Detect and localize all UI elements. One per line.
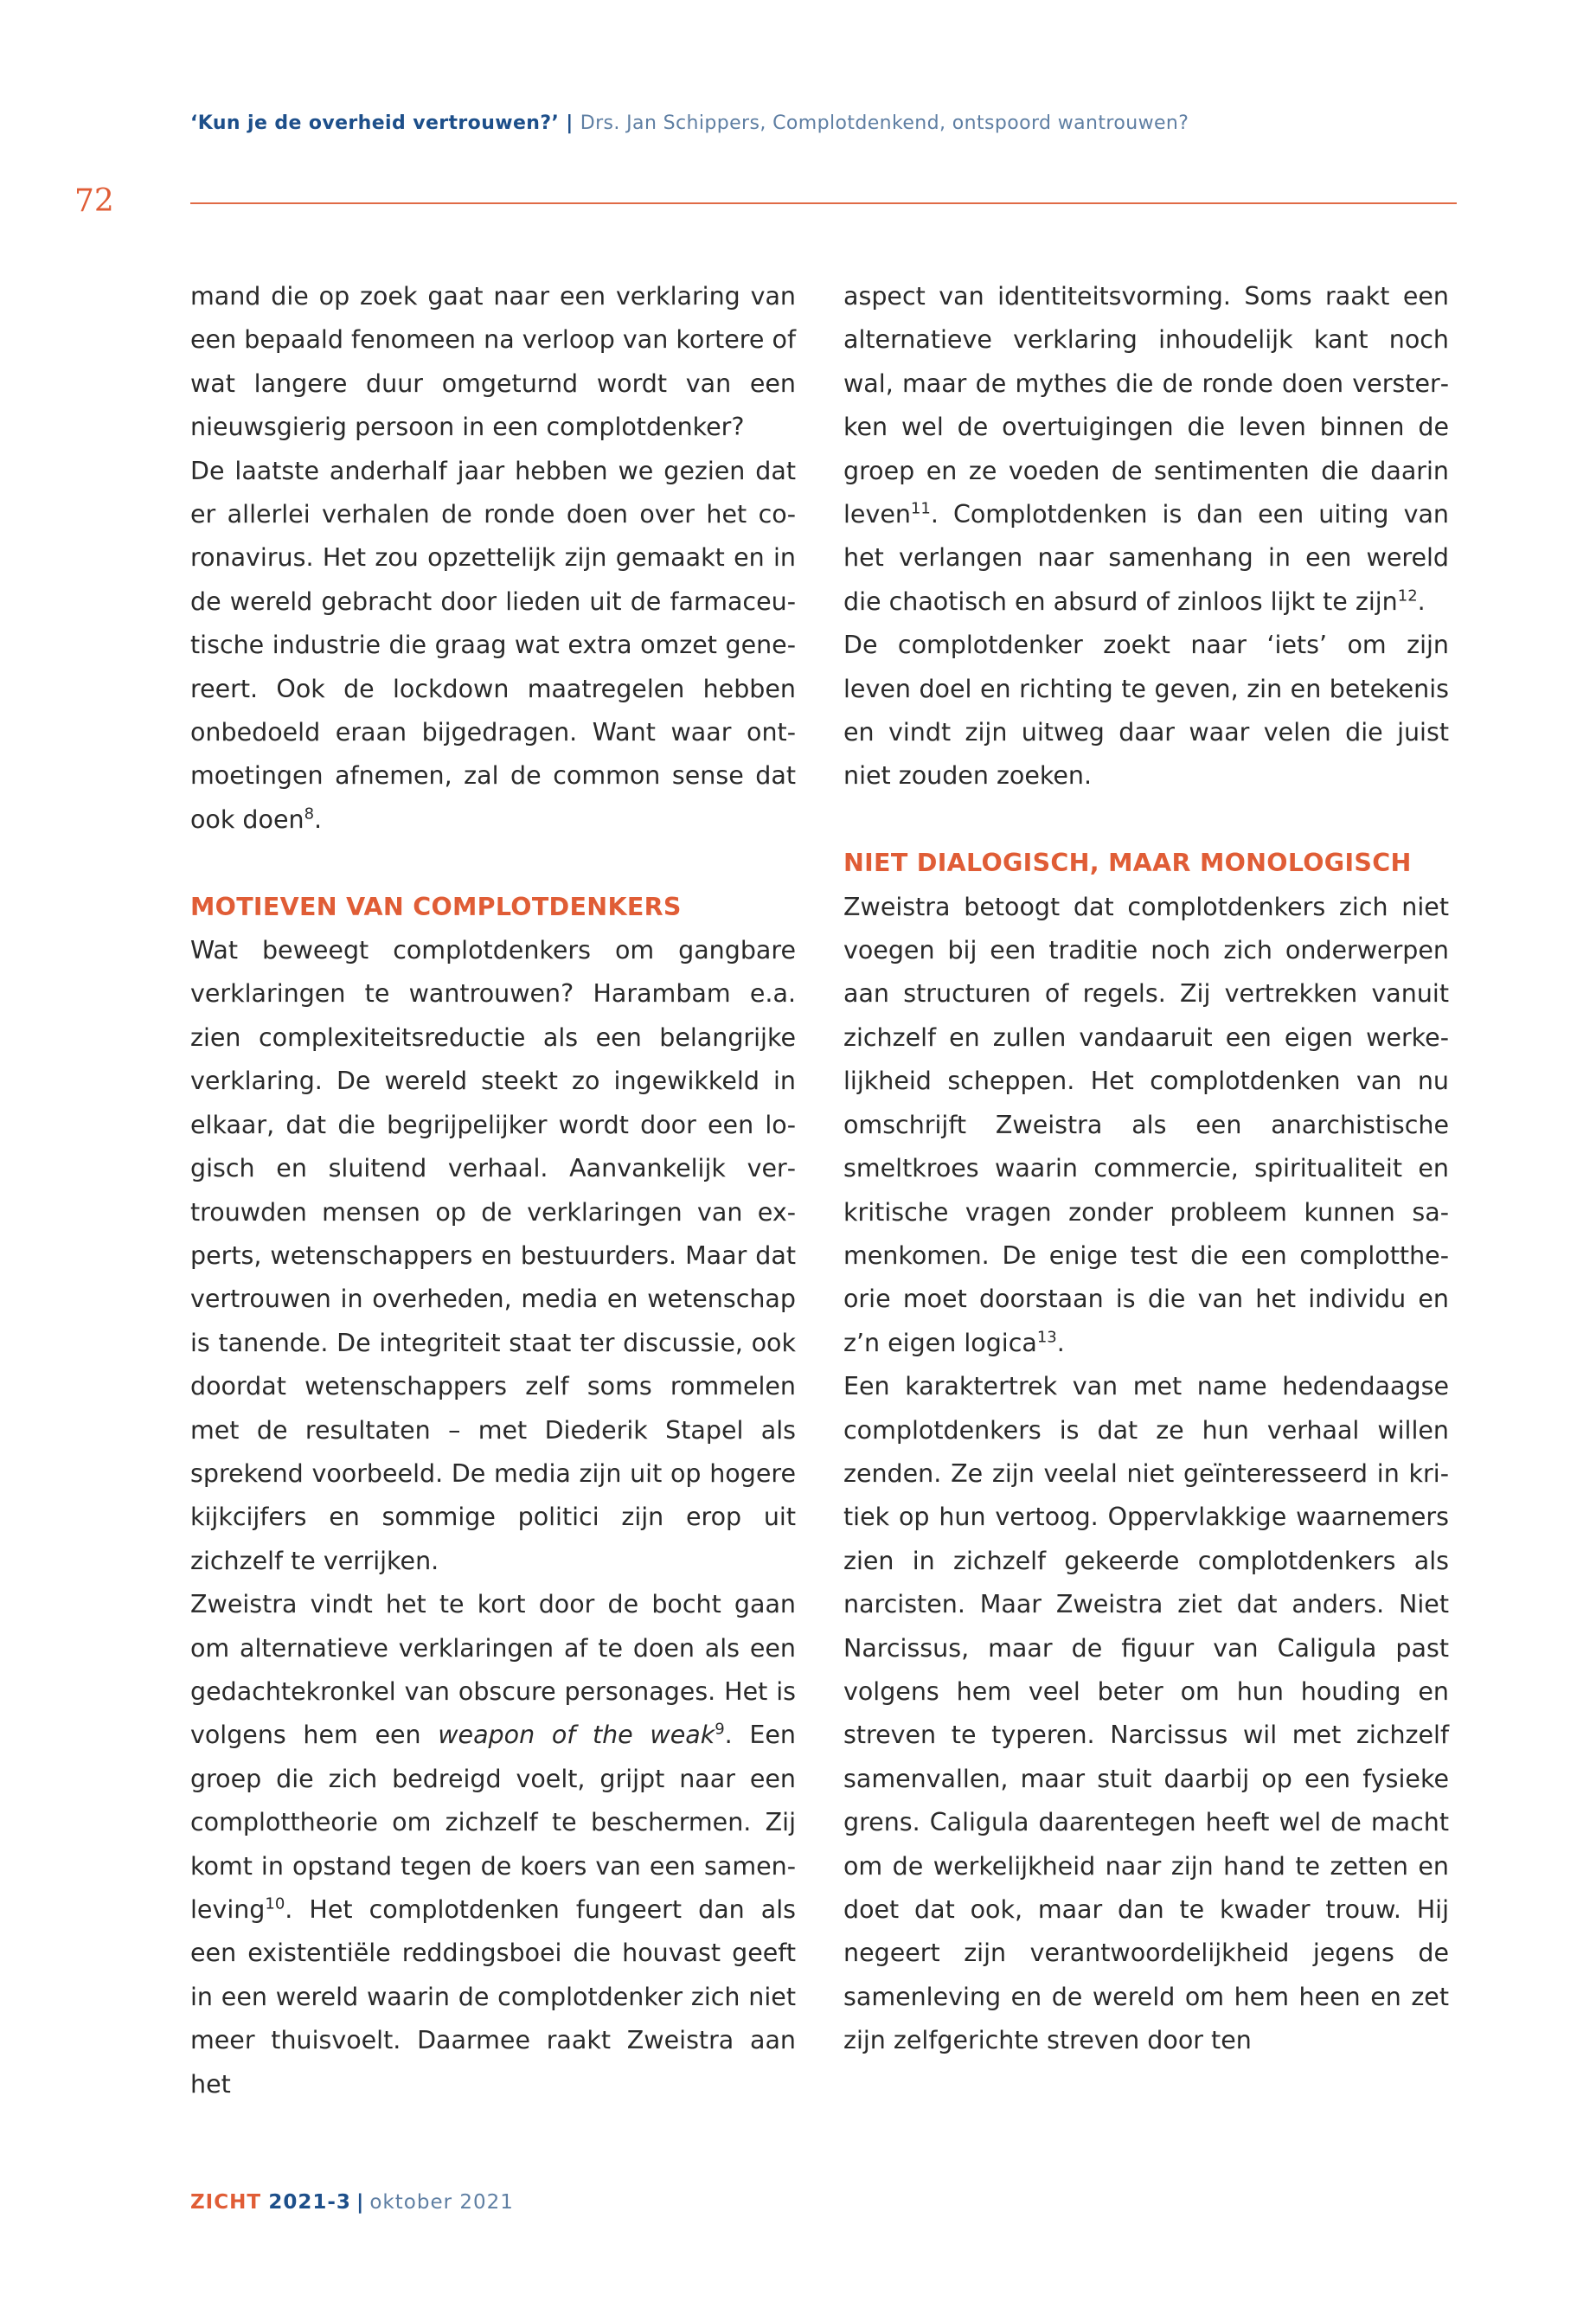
footer-separator: |: [356, 2191, 365, 2214]
left-column: [190, 275, 796, 2106]
paragraph: De laatste anderhalf jaar hebben we gezien dat er allerlei verhalen de ronde doen over het coronavirus. Het zou opzettelijk zijn gemaakt en in de wereld gebracht door lieden uit de farmaceutische industrie die graag wat extra omzet genereert. Ook de lockdown maatregelen hebben onbedoeld eraan bijgedragen. Want waar ontmoetingen afnemen, zal de common sense dat ook doen$^8$.: [190, 456, 796, 834]
emphasis: weapon of the weak: [438, 1721, 715, 1750]
paragraph: Zweistra vindt het te kort door de bocht gaan om alternatieve verklaringen af te doen als een gedachtekronkel van obscure personages. Het is volgens hem een weapon of the weak$^9$. Een groep die zich bedreigd voelt, grijpt naar een complottheorie om zichzelf te beschermen. Zij komt in opstand tegen de koers van een samenleving$^{10}$. Het complotdenken fungeert dan als een existentiële reddingsboei die houvast geeft in een wereld waarin de complotdenker zich niet meer thuisvoelt. Daarmee raakt Zweistra aan het: [190, 1590, 796, 2099]
paragraph: Zweistra betoogt dat complotdenkers zich niet voegen bij een traditie noch zich onderwerpen aan structuren of regels. Zij vertrekken vanuit zichzelf en zullen vandaaruit een eigen werkelijkheid scheppen. Het complotdenken van nu omschrijft Zweistra als een anarchistische smeltkroes waarin commercie, spiritualiteit en kritische vragen zonder probleem kunnen samenkomen. De enige test die een complottheorie moet doorstaan is die van het individu en z’n eigen logica$^{13}$.: [843, 892, 1449, 1357]
paragraph: De complotdenker zoekt naar ‘iets’ om zijn leven doel en richting te geven, zin en betekenis en vindt zijn uitweg daar waar velen die juist niet zouden zoeken.: [843, 631, 1449, 791]
header-divider: [190, 202, 1457, 204]
footer-issue: 2021-3: [268, 2191, 351, 2214]
header-meta: Drs. Jan Schippers, Complotdenkend, ontspoord wantrouwen?: [580, 112, 1189, 134]
header-title: ‘Kun je de overheid vertrouwen?’: [190, 112, 560, 134]
header-separator: |: [566, 112, 574, 134]
section-heading: MOTIEVEN VAN COMPLOTDENKERS: [190, 892, 682, 921]
paragraph: aspect van identiteitsvorming. Soms raakt een alternatieve verklaring inhoudelijk kant noch wal, maar de mythes die de ronde doen versterken wel de overtuigingen die leven binnen de groep en ze voeden de sentimenten die daarin leven$^{11}$. Complotdenken is dan een uiting van het verlangen naar samenhang in een wereld die chaotisch en absurd of zinloos lijkt te zijn$^{12}$.: [843, 282, 1449, 616]
running-header: [190, 112, 1453, 134]
footnote-ref[interactable]: 13: [1036, 1328, 1057, 1347]
paragraph: Een karaktertrek van met name hedendaagse complotdenkers is dat ze hun verhaal willen zenden. Ze zijn veelal niet geïnteresseerd in kritiek op hun vertoog. Oppervlakkige waarnemers zien in zichzelf gekeerde complotdenkers als narcisten. Maar Zweistra ziet dat anders. Niet Narcissus, maar de figuur van Caligula past volgens hem veel beter om hun houding en streven te typeren. Narcissus wil met zichzelf samenvallen, maar stuit daarbij op een fysieke grens. Caligula daarentegen heeft wel de macht om de werkelijkheid naar zijn hand te zetten en doet dat ook, maar dan te kwader trouw. Hij negeert zijn verantwoordelijkheid jegens de samenleving en de wereld om hem heen en zet zijn zelfgerichte streven door ten: [843, 1372, 1449, 2055]
paragraph: mand die op zoek gaat naar een verklaring van een bepaald fenomeen na verloop van kortere of wat langere duur omgeturnd wordt van een nieuwsgierig persoon in een complotdenker?: [190, 282, 796, 442]
footnote-ref[interactable]: 8: [304, 804, 315, 824]
footnote-ref[interactable]: 11: [910, 499, 931, 518]
footer-magazine: ZICHT: [190, 2191, 262, 2214]
footnote-ref[interactable]: 12: [1397, 586, 1418, 606]
section-heading: NIET DIALOGISCH, MAAR MONOLOGISCH: [843, 849, 1412, 878]
footer-date: oktober 2021: [369, 2191, 514, 2214]
footer: [190, 2191, 514, 2214]
footnote-ref[interactable]: 10: [265, 1894, 285, 1913]
right-column: [843, 275, 1449, 2063]
page-number: 72: [74, 183, 114, 219]
footnote-ref[interactable]: 9: [715, 1720, 725, 1739]
paragraph: Wat beweegt complotdenkers om gangbare verklaringen te wantrouwen? Harambam e.a. zien complexiteitsreductie als een belangrijke verklaring. De wereld steekt zo ingewikkeld in elkaar, dat die begrijpelijker wordt door een logisch en sluitend verhaal. Aanvankelijk vertrouwden mensen op de verklaringen van experts, wetenschappers en bestuurders. Maar dat vertrouwen in overheden, media en wetenschap is tanende. De integriteit staat ter discussie, ook doordat wetenschappers zelf soms rommelen met de resultaten – met Diederik Stapel als sprekend voorbeeld. De media zijn uit op hogere kijkcijfers en sommige politici zijn erop uit zichzelf te verrijken.: [190, 936, 796, 1575]
